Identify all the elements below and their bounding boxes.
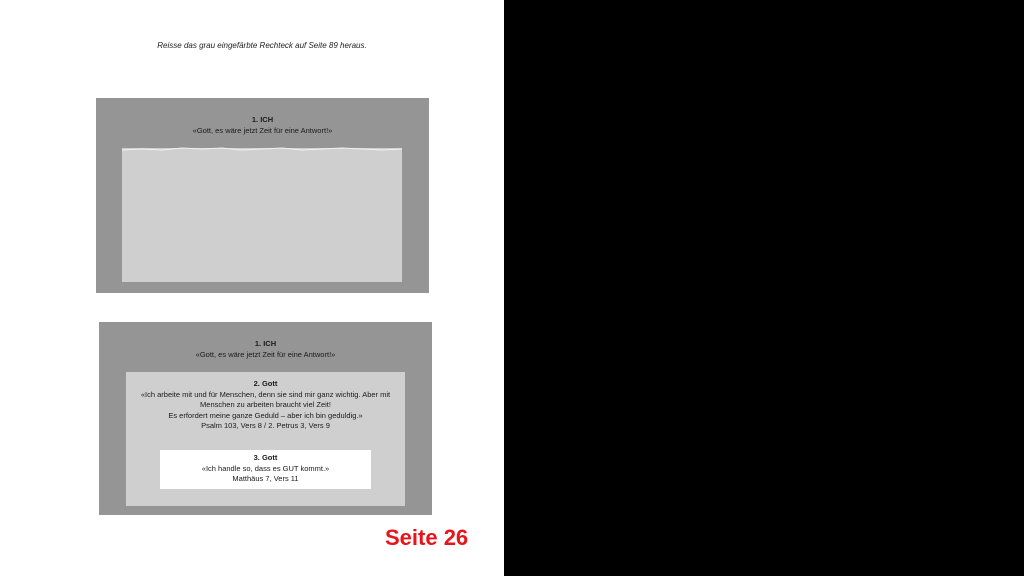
torn-out-rectangle [122, 148, 402, 282]
white-line: Matthäus 7, Vers 11 [232, 474, 299, 484]
inner-line: Menschen zu arbeiten braucht viel Zeit! [200, 400, 331, 410]
card-heading: 1. ICH [254, 339, 277, 348]
inner-line: Es erfordert meine ganze Geduld – aber ich bin geduldig.» [168, 410, 363, 420]
page-number-label: Seite 26 [385, 525, 469, 550]
inner-line: Psalm 103, Vers 8 / 2. Petrus 3, Vers 9 [201, 421, 330, 431]
white-line: «Ich handle so, dass es GUT kommt.» [201, 463, 330, 473]
card-quote: «Gott, es wäre jetzt Zeit für eine Antwort!» [195, 350, 336, 359]
card-complete-example [99, 322, 432, 515]
document-page [0, 0, 504, 576]
white-heading: 3. Gott [253, 453, 278, 462]
god-answer-box [126, 372, 405, 506]
inner-heading: 2. Gott [253, 379, 278, 388]
card-heading: 1. ICH [251, 115, 274, 124]
card-torn-example [96, 98, 429, 293]
card-header [99, 338, 432, 360]
card-quote: «Gott, es wäre jetzt Zeit für eine Antwort!» [192, 126, 333, 135]
torn-edge [122, 144, 402, 152]
card-header [96, 114, 429, 136]
inner-line: «Ich arbeite mit und für Menschen, denn sie sind mir ganz wichtig. Aber mit [140, 389, 391, 399]
god-promise-box [160, 450, 371, 489]
instruction-text: Reisse das grau eingefärbte Rechteck auf Seite 89 heraus. [157, 41, 367, 50]
black-background [504, 0, 1024, 576]
